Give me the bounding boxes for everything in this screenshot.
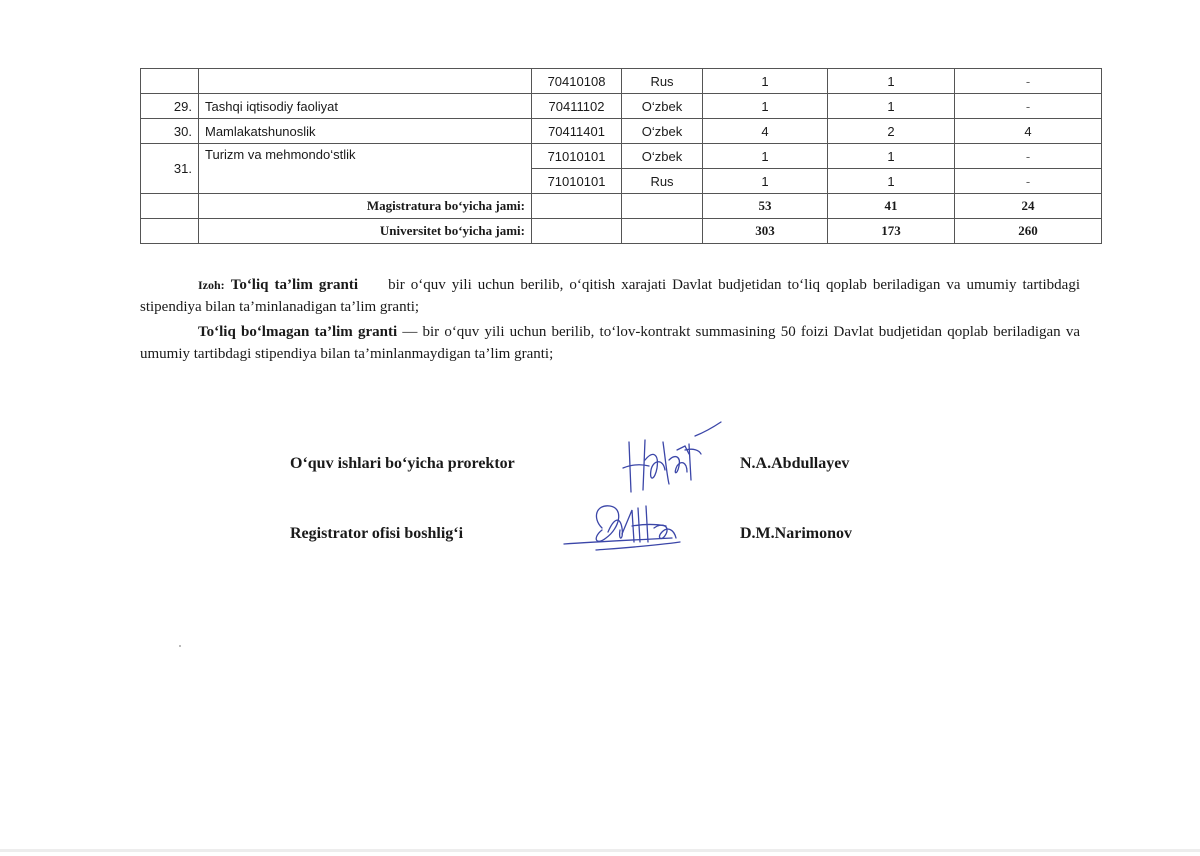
- value-a: 1: [703, 169, 828, 194]
- total-label: Magistratura bo‘yicha jami:: [199, 194, 532, 219]
- row-number: 31.: [141, 144, 199, 194]
- value-b: 1: [828, 169, 955, 194]
- note-term-full-grant: To‘liq ta’lim granti: [230, 277, 358, 293]
- total-row-university: [141, 219, 1102, 244]
- language: O‘zbek: [622, 94, 703, 119]
- signatory-role-vice-rector: O‘quv ishlari bo‘yicha prorektor: [290, 455, 515, 472]
- value-b: 1: [828, 144, 955, 169]
- note-paragraph-1: [140, 274, 1080, 318]
- signatory-role-registrar: Registrator ofisi boshlig‘i: [290, 525, 464, 542]
- table-row: [141, 144, 1102, 169]
- value-a: 1: [703, 144, 828, 169]
- total-c: 24: [955, 194, 1102, 219]
- scan-edge: [0, 849, 1200, 852]
- language: Rus: [622, 69, 703, 94]
- note-term-partial-grant: To‘liq bo‘lmagan ta’lim granti: [198, 324, 398, 340]
- note-text-full-grant: bir o‘quv yili uchun berilib, o‘qitish xarajati Davlat budjetidan to‘liq qoplab beriladigan va umumiy tartibdagi stipendiya bilan ta’minlanadigan ta’lim granti;: [140, 277, 1080, 315]
- total-a: 303: [703, 219, 828, 244]
- value-a: 1: [703, 94, 828, 119]
- total-b: 173: [828, 219, 955, 244]
- note-prefix: Izoh:: [198, 278, 225, 292]
- value-c: -: [955, 169, 1102, 194]
- program-name: Turizm va mehmondo‘stlik: [199, 144, 532, 194]
- total-row-masters: [141, 194, 1102, 219]
- row-number: 30.: [141, 119, 199, 144]
- scan-speck: [179, 645, 181, 647]
- signature-vice-rector: [615, 420, 725, 495]
- program-code: 70411401: [532, 119, 622, 144]
- value-c: -: [955, 69, 1102, 94]
- program-code: 70411102: [532, 94, 622, 119]
- value-c: -: [955, 94, 1102, 119]
- table-row: [141, 94, 1102, 119]
- value-b: 1: [828, 94, 955, 119]
- value-c: -: [955, 144, 1102, 169]
- table-row: [141, 119, 1102, 144]
- signature-registrar: [562, 498, 692, 560]
- total-c: 260: [955, 219, 1102, 244]
- signatory-name-vice-rector: N.A.Abdullayev: [740, 455, 850, 472]
- table-row: [141, 69, 1102, 94]
- row-number: [141, 69, 199, 94]
- value-c: 4: [955, 119, 1102, 144]
- program-name: [199, 69, 532, 94]
- quota-table: [140, 68, 1102, 244]
- note-text-partial-grant: — bir o‘quv yili uchun berilib, to‘lov-kontrakt summasining 50 foizi Davlat budjetidan qoplab beriladigan va umumiy tartibdagi stipendiya bilan ta’minlanmaydigan ta’lim granti;: [140, 324, 1080, 362]
- program-name: Mamlakatshunoslik: [199, 119, 532, 144]
- program-name: Tashqi iqtisodiy faoliyat: [199, 94, 532, 119]
- language: O‘zbek: [622, 144, 703, 169]
- program-code: 71010101: [532, 169, 622, 194]
- total-a: 53: [703, 194, 828, 219]
- program-code: 71010101: [532, 144, 622, 169]
- language: Rus: [622, 169, 703, 194]
- signatory-name-registrar: D.M.Narimonov: [740, 525, 852, 542]
- total-b: 41: [828, 194, 955, 219]
- total-label: Universitet bo‘yicha jami:: [199, 219, 532, 244]
- value-a: 4: [703, 119, 828, 144]
- language: O‘zbek: [622, 119, 703, 144]
- program-code: 70410108: [532, 69, 622, 94]
- row-number: 29.: [141, 94, 199, 119]
- note-paragraph-2: [140, 321, 1080, 365]
- value-b: 2: [828, 119, 955, 144]
- value-a: 1: [703, 69, 828, 94]
- value-b: 1: [828, 69, 955, 94]
